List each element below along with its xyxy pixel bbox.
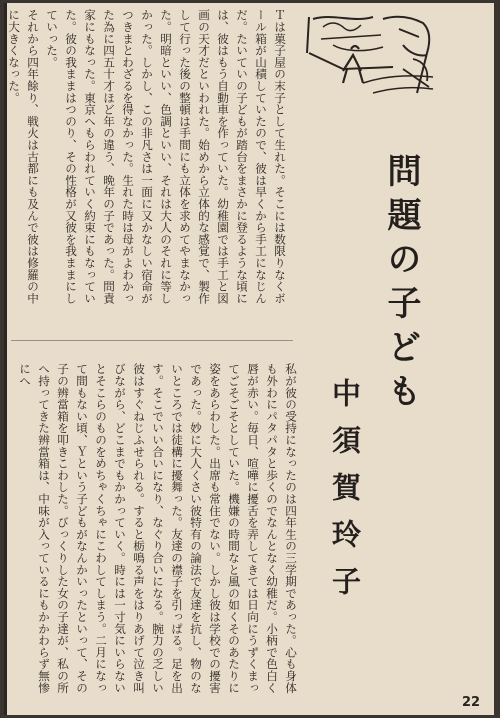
- page-number: 22: [462, 695, 481, 710]
- bottom-text-column: [4, 363, 300, 703]
- author-name: 中須賀玲子: [328, 378, 362, 613]
- top-text-column: [4, 9, 289, 309]
- article-title: 問題の子ども: [381, 153, 421, 417]
- column-divider: [11, 340, 293, 341]
- paragraph: Ｔは菓子屋の末子として生れた。そこには数限りなくボール箱が山積していたので、彼は早くから手工になじんだ。たいていの子どもが踏台をまさかに登るような頃には、彼はもう自動車を作っていた。幼稚園では手工と図画の天才だといわれた。始めから立体的な感覚で、製作して行った後の整頓は手間にも立体を求めてやまなかった。明暗といい、色調といい、それは大人のそれに等しかった。しかし、この非凡さは一面に又かなしい宿命がつきまとわざるを得なかった。生れた時は母がよわかった為に四五十才ほど年の違う、晩年の子であった。問責家にもなった。東京へもらわれていく約束にもなっていた。彼の我ままはつのり、その性格が又彼を我ままにしていった。: [45, 9, 287, 304]
- sketch-illustration: [303, 9, 449, 99]
- magazine-page: [4, 3, 494, 715]
- paragraph: 私が彼の受持になったのは四年生の三学期であった。心も身体も外わにパタパタと歩くのでなんとなく幼稚だ。小柄で色白く唇が赤い。毎日、喧嘩に擾舌を弄してきては日向にうずくまってごそごそとしていた。機嫌の時間なと風の如くそのあたりに姿をあらわした。出席も常住でない。しかし彼は学校での擾害であった。妙に大人くさい彼特有の論法で友達を抗し、物のないところでは徒構に擾舞った。友達の襟子を引っぱる。足を出す。そこでいい合いになり、なぐり合いになる。腕力の乏しい彼はすぐねじふせられる。すると栃鳴る声をはりあげて泣き叫びながら、どこまでもかかっていく。時には一寸気にいらないとそこらのものをめちゃくちゃにこわしてしまう。二月になって間もない頃、Ｙという子どもがなんかいったといって、その子の辨當箱を叩きこわした。びっくりした女の子達が、私の所へ持ってきた辨當箱は、中味が入っているにもかかわらず無惨にへ: [18, 363, 298, 694]
- paragraph: それから四年餘り、戦火は古都にも及んで彼は修羅の中に大きくなった。: [7, 9, 40, 304]
